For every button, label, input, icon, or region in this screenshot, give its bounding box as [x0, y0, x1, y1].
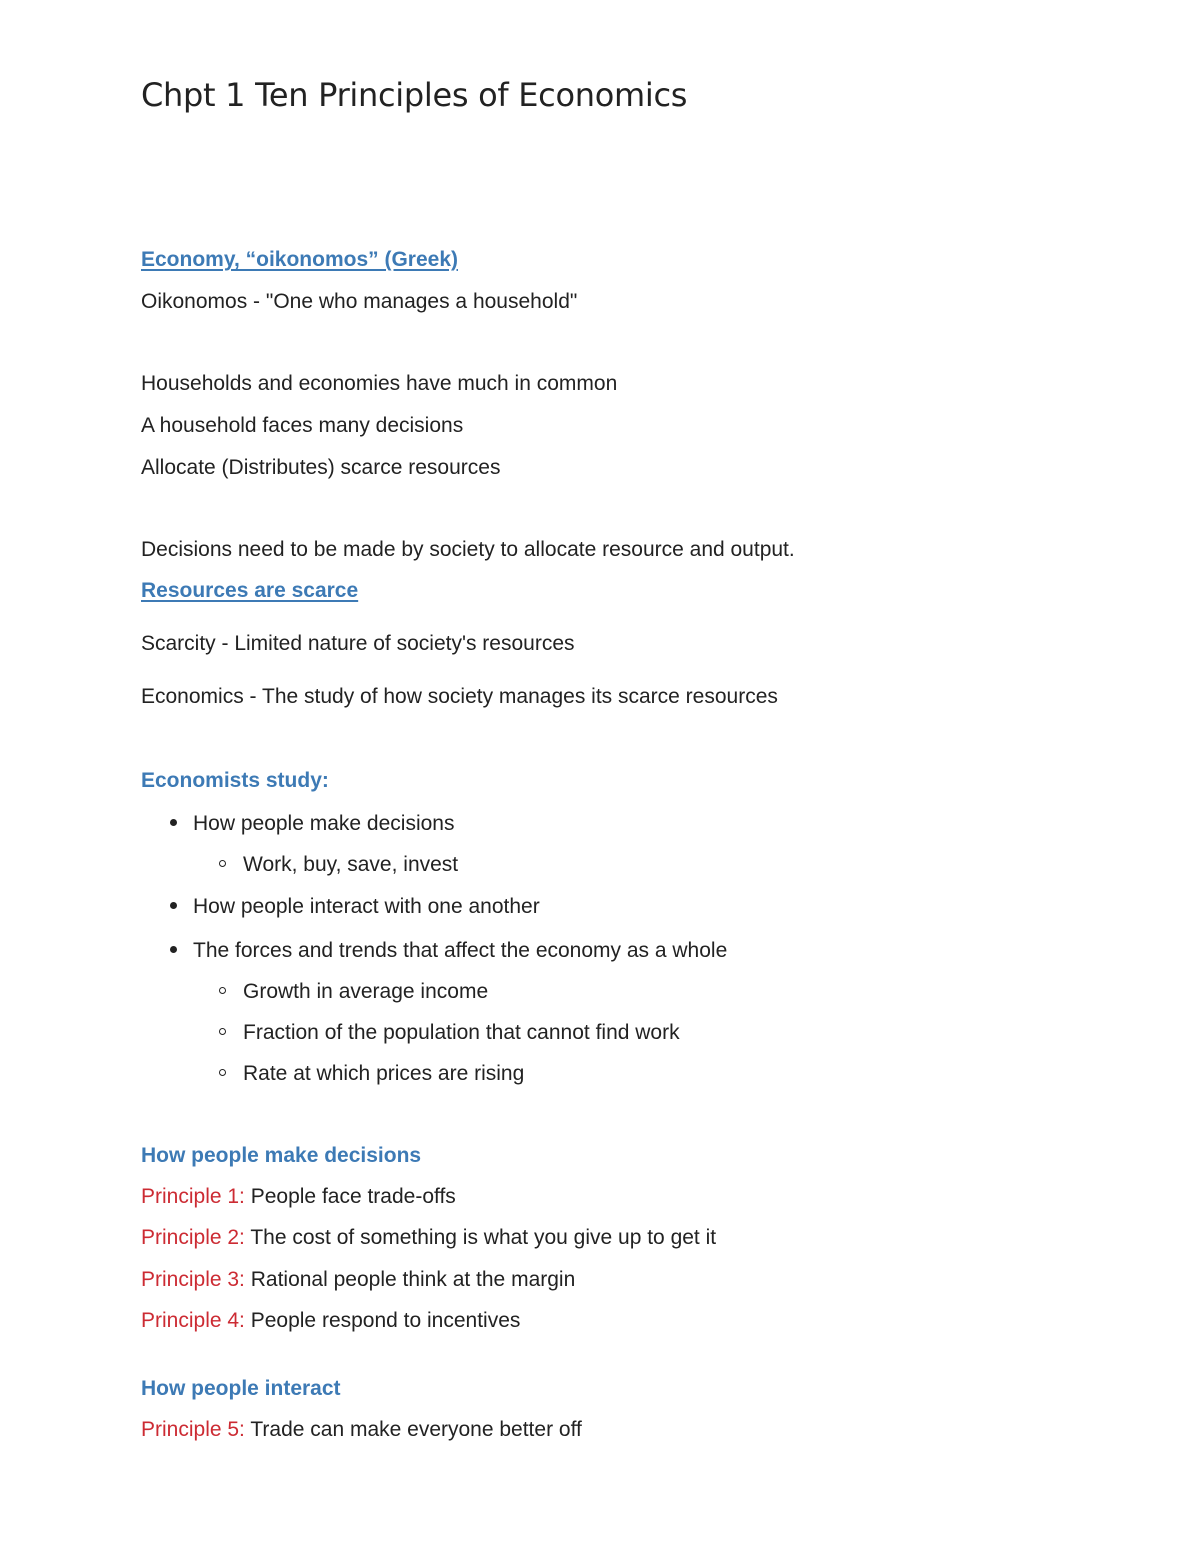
- scarcity-definition: Scarcity - Limited nature of society's resources: [141, 632, 575, 655]
- sub-list-item: [219, 852, 458, 878]
- hollow-bullet-icon: [219, 860, 226, 867]
- economics-definition: Economics - The study of how society manages its scarce resources: [141, 685, 778, 708]
- heading-how-people-make-decisions: How people make decisions: [141, 1144, 422, 1167]
- principle-label: Principle 1:: [141, 1185, 245, 1208]
- bullet-icon: [170, 946, 177, 953]
- sub-list-item-text: Work, buy, save, invest: [243, 853, 459, 876]
- principle-line: [141, 1184, 456, 1210]
- heading-how-people-interact: How people interact: [141, 1377, 341, 1400]
- principle-label: Principle 5:: [141, 1418, 245, 1441]
- heading-economists-study: Economists study:: [141, 769, 329, 792]
- text-line: Allocate (Distributes) scarce resources: [141, 456, 501, 479]
- principle-label: Principle 3:: [141, 1268, 245, 1291]
- page-title: Chpt 1 Ten Principles of Economics: [141, 76, 688, 114]
- sub-list-item: [219, 1061, 524, 1087]
- sub-list-item-text: Fraction of the population that cannot find work: [243, 1021, 680, 1044]
- decisions-line: Decisions need to be made by society to allocate resource and output.: [141, 538, 795, 561]
- principle-line: [141, 1267, 575, 1293]
- sub-list-item-text: Growth in average income: [243, 980, 489, 1003]
- list-item-text: How people make decisions: [193, 812, 455, 835]
- text-line: A household faces many decisions: [141, 414, 464, 437]
- principle-label: Principle 4:: [141, 1309, 245, 1332]
- bullet-icon: [170, 902, 177, 909]
- list-item: [170, 894, 540, 920]
- principle-label: Principle 2:: [141, 1226, 245, 1249]
- list-item-text: The forces and trends that affect the economy as a whole: [193, 939, 728, 962]
- principle-text: People face trade-offs: [244, 1185, 456, 1208]
- hollow-bullet-icon: [219, 1028, 226, 1035]
- sub-list-item-text: Rate at which prices are rising: [243, 1062, 525, 1085]
- principle-text: Rational people think at the margin: [244, 1268, 576, 1291]
- principle-line: [141, 1417, 582, 1443]
- heading-resources-scarce-link[interactable]: Resources are scarce: [141, 579, 359, 602]
- list-item: [170, 938, 727, 964]
- bullet-icon: [170, 819, 177, 826]
- principle-text: The cost of something is what you give up to get it: [244, 1226, 717, 1249]
- text-line: Households and economies have much in common: [141, 372, 618, 395]
- list-item: [170, 811, 454, 837]
- oikonomos-definition: Oikonomos - "One who manages a household": [141, 290, 578, 313]
- principle-line: [141, 1225, 716, 1251]
- list-item-text: How people interact with one another: [193, 895, 540, 918]
- principle-text: People respond to incentives: [244, 1309, 521, 1332]
- sub-list-item: [219, 979, 488, 1005]
- hollow-bullet-icon: [219, 1069, 226, 1076]
- sub-list-item: [219, 1020, 680, 1046]
- hollow-bullet-icon: [219, 987, 226, 994]
- heading-economy-link[interactable]: Economy, “oikonomos” (Greek): [141, 248, 458, 271]
- principle-line: [141, 1308, 520, 1334]
- principle-text: Trade can make everyone better off: [244, 1418, 582, 1441]
